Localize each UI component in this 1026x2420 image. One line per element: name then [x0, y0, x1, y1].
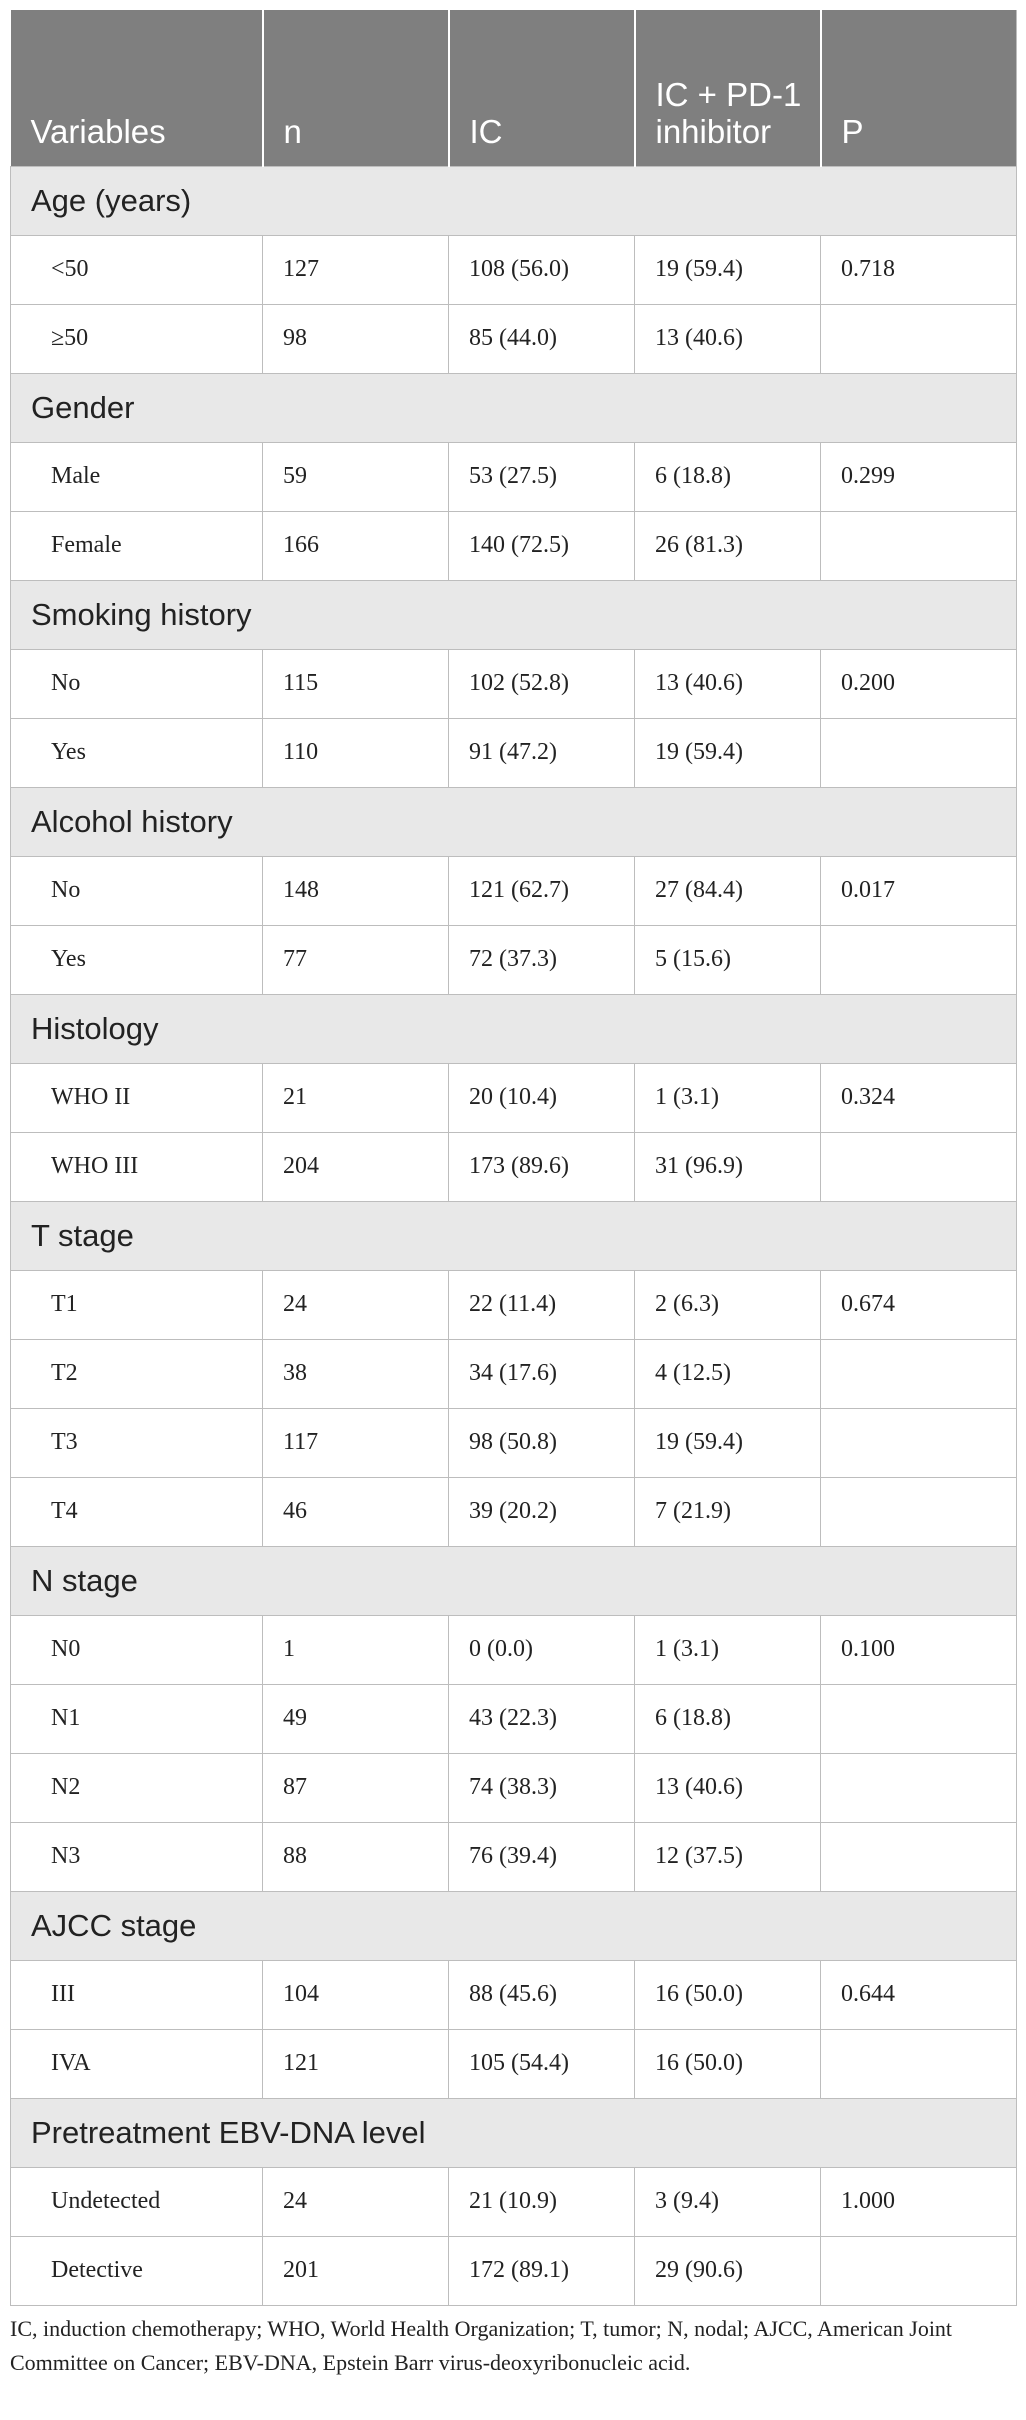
cell-ic: 22 (11.4): [449, 1270, 635, 1339]
cell-variable: WHO III: [11, 1132, 263, 1201]
cell-variable: Male: [11, 442, 263, 511]
cell-p: 0.674: [821, 1270, 1017, 1339]
table-row: [11, 1822, 1017, 1891]
cell-p: [821, 304, 1017, 373]
cell-variable: T4: [11, 1477, 263, 1546]
group-header-row: [11, 1546, 1017, 1615]
cell-variable: ≥50: [11, 304, 263, 373]
cell-variable: N0: [11, 1615, 263, 1684]
table-row: [11, 856, 1017, 925]
header-variables: Variables: [11, 10, 263, 166]
group-header-row: [11, 787, 1017, 856]
cell-ic-pd1: 13 (40.6): [635, 649, 821, 718]
cell-n: 115: [263, 649, 449, 718]
cell-p: [821, 1822, 1017, 1891]
group-label: Gender: [11, 373, 1017, 442]
header-n: n: [263, 10, 449, 166]
group-label: N stage: [11, 1546, 1017, 1615]
table-row: [11, 2029, 1017, 2098]
cell-ic-pd1: 3 (9.4): [635, 2167, 821, 2236]
table-row: [11, 442, 1017, 511]
cell-ic: 98 (50.8): [449, 1408, 635, 1477]
cell-n: 59: [263, 442, 449, 511]
cell-ic: 102 (52.8): [449, 649, 635, 718]
cell-n: 21: [263, 1063, 449, 1132]
cell-p: [821, 2236, 1017, 2305]
cell-ic: 140 (72.5): [449, 511, 635, 580]
cell-variable: N2: [11, 1753, 263, 1822]
cell-n: 24: [263, 1270, 449, 1339]
table-row: [11, 1477, 1017, 1546]
cell-variable: Detective: [11, 2236, 263, 2305]
cell-ic-pd1: 16 (50.0): [635, 2029, 821, 2098]
cell-n: 49: [263, 1684, 449, 1753]
cell-ic-pd1: 5 (15.6): [635, 925, 821, 994]
table-body: [11, 166, 1017, 2305]
cell-variable: T1: [11, 1270, 263, 1339]
cell-ic: 91 (47.2): [449, 718, 635, 787]
cell-n: 46: [263, 1477, 449, 1546]
group-header-row: [11, 166, 1017, 235]
cell-n: 127: [263, 235, 449, 304]
cell-p: [821, 1753, 1017, 1822]
cell-variable: III: [11, 1960, 263, 2029]
cell-variable: Undetected: [11, 2167, 263, 2236]
cell-n: 87: [263, 1753, 449, 1822]
group-label: Pretreatment EBV-DNA level: [11, 2098, 1017, 2167]
table-row: [11, 2167, 1017, 2236]
characteristics-table: [10, 10, 1017, 2306]
cell-ic: 34 (17.6): [449, 1339, 635, 1408]
table-row: [11, 1132, 1017, 1201]
cell-variable: No: [11, 649, 263, 718]
cell-n: 110: [263, 718, 449, 787]
cell-p: [821, 1408, 1017, 1477]
cell-n: 24: [263, 2167, 449, 2236]
cell-variable: WHO II: [11, 1063, 263, 1132]
cell-p: [821, 2029, 1017, 2098]
cell-variable: N3: [11, 1822, 263, 1891]
cell-ic-pd1: 29 (90.6): [635, 2236, 821, 2305]
cell-ic: 105 (54.4): [449, 2029, 635, 2098]
cell-variable: T2: [11, 1339, 263, 1408]
cell-p: [821, 511, 1017, 580]
table-row: [11, 718, 1017, 787]
cell-p: [821, 1339, 1017, 1408]
cell-variable: T3: [11, 1408, 263, 1477]
group-header-row: [11, 1201, 1017, 1270]
cell-p: 1.000: [821, 2167, 1017, 2236]
cell-variable: <50: [11, 235, 263, 304]
cell-ic: 74 (38.3): [449, 1753, 635, 1822]
cell-ic-pd1: 26 (81.3): [635, 511, 821, 580]
group-label: Smoking history: [11, 580, 1017, 649]
table-row: [11, 649, 1017, 718]
cell-p: [821, 1477, 1017, 1546]
cell-ic-pd1: 19 (59.4): [635, 718, 821, 787]
group-label: T stage: [11, 1201, 1017, 1270]
cell-p: [821, 718, 1017, 787]
cell-p: 0.718: [821, 235, 1017, 304]
table-row: [11, 235, 1017, 304]
cell-ic-pd1: 6 (18.8): [635, 1684, 821, 1753]
cell-n: 88: [263, 1822, 449, 1891]
cell-ic: 85 (44.0): [449, 304, 635, 373]
cell-ic-pd1: 4 (12.5): [635, 1339, 821, 1408]
cell-ic: 108 (56.0): [449, 235, 635, 304]
cell-ic-pd1: 13 (40.6): [635, 1753, 821, 1822]
group-header-row: [11, 994, 1017, 1063]
cell-variable: N1: [11, 1684, 263, 1753]
group-header-row: [11, 2098, 1017, 2167]
cell-p: 0.299: [821, 442, 1017, 511]
group-header-row: [11, 1891, 1017, 1960]
cell-n: 38: [263, 1339, 449, 1408]
table-row: [11, 1339, 1017, 1408]
header-ic-pd1: IC + PD-1 inhibitor: [635, 10, 821, 166]
cell-ic-pd1: 6 (18.8): [635, 442, 821, 511]
cell-ic-pd1: 12 (37.5): [635, 1822, 821, 1891]
cell-p: 0.644: [821, 1960, 1017, 2029]
cell-ic: 88 (45.6): [449, 1960, 635, 2029]
cell-ic-pd1: 2 (6.3): [635, 1270, 821, 1339]
cell-variable: Yes: [11, 718, 263, 787]
group-label: Histology: [11, 994, 1017, 1063]
cell-ic: 0 (0.0): [449, 1615, 635, 1684]
table-row: [11, 304, 1017, 373]
cell-variable: No: [11, 856, 263, 925]
cell-p: 0.324: [821, 1063, 1017, 1132]
cell-n: 104: [263, 1960, 449, 2029]
table-row: [11, 1270, 1017, 1339]
cell-p: [821, 1684, 1017, 1753]
cell-ic: 39 (20.2): [449, 1477, 635, 1546]
group-label: Alcohol history: [11, 787, 1017, 856]
cell-p: 0.017: [821, 856, 1017, 925]
table-row: [11, 1753, 1017, 1822]
table-footnote: IC, induction chemotherapy; WHO, World Health Organization; T, tumor; N, nodal; AJCC, American Joint Committee on Cancer; EBV-DNA, Epstein Barr virus-deoxyribonucleic acid.: [10, 2315, 953, 2375]
cell-ic-pd1: 27 (84.4): [635, 856, 821, 925]
cell-n: 117: [263, 1408, 449, 1477]
cell-ic: 43 (22.3): [449, 1684, 635, 1753]
cell-ic-pd1: 31 (96.9): [635, 1132, 821, 1201]
cell-p: [821, 1132, 1017, 1201]
group-label: Age (years): [11, 166, 1017, 235]
cell-ic-pd1: 16 (50.0): [635, 1960, 821, 2029]
cell-ic: 172 (89.1): [449, 2236, 635, 2305]
cell-p: 0.100: [821, 1615, 1017, 1684]
cell-ic-pd1: 19 (59.4): [635, 1408, 821, 1477]
table-row: [11, 1684, 1017, 1753]
cell-ic: 20 (10.4): [449, 1063, 635, 1132]
cell-ic: 21 (10.9): [449, 2167, 635, 2236]
cell-n: 98: [263, 304, 449, 373]
cell-ic-pd1: 13 (40.6): [635, 304, 821, 373]
group-header-row: [11, 580, 1017, 649]
cell-n: 1: [263, 1615, 449, 1684]
cell-p: 0.200: [821, 649, 1017, 718]
cell-ic-pd1: 19 (59.4): [635, 235, 821, 304]
cell-variable: Yes: [11, 925, 263, 994]
cell-n: 148: [263, 856, 449, 925]
header-ic: IC: [449, 10, 635, 166]
cell-ic: 53 (27.5): [449, 442, 635, 511]
cell-n: 201: [263, 2236, 449, 2305]
cell-p: [821, 925, 1017, 994]
group-label: AJCC stage: [11, 1891, 1017, 1960]
header-p: P: [821, 10, 1017, 166]
table-header-row: [11, 10, 1017, 166]
cell-n: 166: [263, 511, 449, 580]
cell-ic: 173 (89.6): [449, 1132, 635, 1201]
cell-n: 77: [263, 925, 449, 994]
cell-n: 121: [263, 2029, 449, 2098]
table-row: [11, 1615, 1017, 1684]
cell-ic-pd1: 1 (3.1): [635, 1615, 821, 1684]
table-row: [11, 511, 1017, 580]
cell-variable: Female: [11, 511, 263, 580]
table-row: [11, 1960, 1017, 2029]
cell-ic-pd1: 7 (21.9): [635, 1477, 821, 1546]
table-row: [11, 2236, 1017, 2305]
cell-ic: 72 (37.3): [449, 925, 635, 994]
cell-variable: IVA: [11, 2029, 263, 2098]
group-header-row: [11, 373, 1017, 442]
table-row: [11, 925, 1017, 994]
cell-ic-pd1: 1 (3.1): [635, 1063, 821, 1132]
cell-n: 204: [263, 1132, 449, 1201]
table-row: [11, 1063, 1017, 1132]
table-container: [10, 10, 1016, 2380]
cell-ic: 76 (39.4): [449, 1822, 635, 1891]
cell-ic: 121 (62.7): [449, 856, 635, 925]
table-row: [11, 1408, 1017, 1477]
